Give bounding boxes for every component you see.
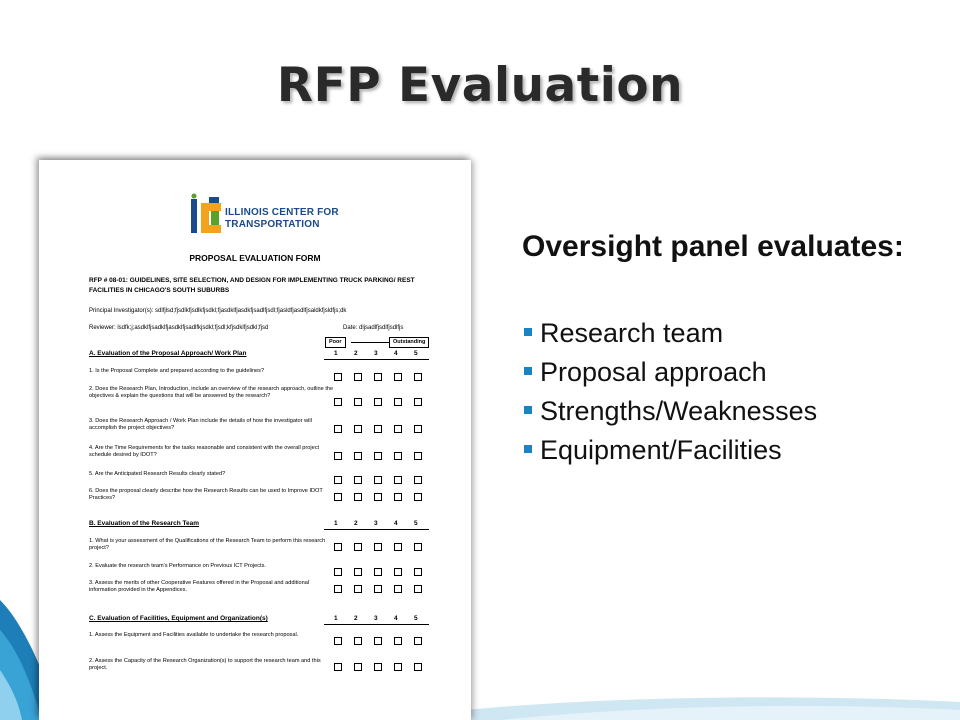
scale-number: 4 [394, 520, 398, 527]
rating-checkbox [394, 493, 402, 501]
form-title: PROPOSAL EVALUATION FORM [189, 253, 321, 263]
rating-checkbox [414, 476, 422, 484]
principal-investigator-line: Principal Investigator(s): sdlfjlsd;fjsdlkfjsdlkfjsdkl;fjasdklfjasdkfjsadlfjsdl;fjasldfjasdlfjsaldkfjsldfjs;dk [89, 308, 347, 314]
reviewer-line: Reviewer: lsdfk;j;asdklfjsadklfjasdklfjsadlfkjsdkl;fjsdl;kfjsdklfjsdkl;fjsd [89, 325, 269, 331]
date-line: Date: dljsadlfjsdlfjsdlfjs [343, 325, 404, 331]
rating-checkbox [414, 398, 422, 406]
section-c-rule [324, 624, 429, 625]
rating-checkbox [414, 425, 422, 433]
section-b-scale-numbers [334, 520, 434, 527]
rating-boxes-b3 [334, 580, 434, 598]
question-b2: 2. Evaluate the research team's Performance on Previous ICT Projects. [89, 563, 266, 569]
rating-checkbox [354, 585, 362, 593]
question-a3: 3. Does the Research Approach / Work Plan include the details of how the investigator will accomplish the project objectives? [89, 418, 312, 432]
rating-checkbox [414, 663, 422, 671]
rating-boxes-b1 [334, 538, 434, 556]
rating-checkbox [374, 476, 382, 484]
rating-checkbox [354, 425, 362, 433]
rating-checkbox [334, 493, 342, 501]
scale-number: 5 [414, 350, 418, 357]
proposal-evaluation-form-image [39, 160, 471, 720]
bullet-item [522, 392, 817, 431]
scale-poor-label: Poor [325, 337, 346, 348]
rating-checkbox [334, 663, 342, 671]
rating-boxes-a2 [334, 393, 434, 411]
section-a-rule [324, 359, 429, 360]
rating-checkbox [394, 663, 402, 671]
question-a5: 5. Are the Anticipated Research Results clearly stated? [89, 471, 226, 477]
question-c1: 1. Assess the Equipment and Facilities available to undertake the research proposal. [89, 632, 299, 638]
rating-checkbox [394, 543, 402, 551]
rating-checkbox [374, 637, 382, 645]
rating-boxes-c2 [334, 658, 434, 676]
rating-boxes-b2 [334, 563, 434, 581]
panel-heading: Oversight panel evaluates: [522, 230, 904, 263]
rating-checkbox [354, 398, 362, 406]
rating-checkbox [374, 543, 382, 551]
scale-number: 3 [374, 520, 378, 527]
section-a-heading: A. Evaluation of the Proposal Approach/ Work Plan [89, 350, 247, 357]
bullet-list [522, 314, 817, 470]
rating-checkbox [334, 452, 342, 460]
square-bullet-icon [524, 406, 532, 414]
rating-checkbox [414, 543, 422, 551]
rating-checkbox [374, 373, 382, 381]
rating-boxes-a4 [334, 447, 434, 465]
scale-number: 4 [394, 615, 398, 622]
scale-number: 5 [414, 615, 418, 622]
rating-checkbox [354, 568, 362, 576]
scale-number: 5 [414, 520, 418, 527]
rating-checkbox [394, 398, 402, 406]
rating-checkbox [374, 398, 382, 406]
rating-checkbox [354, 493, 362, 501]
question-b3: 3. Assess the merits of other Cooperative Features offered in the Proposal and additional information provided in the Appendices. [89, 580, 310, 594]
bullet-label: Research team [540, 318, 724, 348]
rating-checkbox [394, 568, 402, 576]
question-a4: 4. Are the Time Requirements for the tasks reasonable and consistent with the overall project schedule desired by IDOT? [89, 445, 320, 459]
bullet-label: Proposal approach [540, 357, 767, 387]
section-b-heading: B. Evaluation of the Research Team [89, 520, 200, 527]
question-c2: 2. Assess the Capacity of the Research Organization(s) to support the research team and this project. [89, 658, 321, 672]
question-a1: 1. Is the Proposal Complete and prepared according to the guidelines? [89, 368, 265, 374]
rfp-description: RFP # 08-01: GUIDELINES, SITE SELECTION, AND DESIGN FOR IMPLEMENTING TRUCK PARKING/ REST FACILITIES IN CHICAGO'S SOUTH SUBURBS [89, 277, 415, 294]
logo-text-line2: TRANSPORTATION [225, 219, 320, 230]
rating-boxes-a5 [334, 471, 434, 489]
logo-text-line1: ILLINOIS CENTER FOR [225, 207, 339, 218]
rating-checkbox [374, 568, 382, 576]
rating-checkbox [394, 452, 402, 460]
rating-checkbox [354, 373, 362, 381]
rating-checkbox [334, 373, 342, 381]
section-b-rule [324, 529, 429, 530]
bullet-item [522, 353, 817, 392]
rating-checkbox [374, 663, 382, 671]
rating-boxes-a3 [334, 420, 434, 438]
ict-logo [189, 193, 339, 241]
rating-checkbox [334, 476, 342, 484]
bullet-item [522, 314, 817, 353]
slide-title: RFP Evaluation [276, 58, 684, 113]
scale-arrow [351, 342, 389, 343]
rating-checkbox [394, 373, 402, 381]
rating-checkbox [374, 452, 382, 460]
square-bullet-icon [524, 445, 532, 453]
rating-checkbox [394, 637, 402, 645]
scale-number: 1 [334, 350, 338, 357]
scale-number: 3 [374, 350, 378, 357]
bullet-item [522, 431, 817, 470]
rating-boxes-c1 [334, 632, 434, 650]
rating-checkbox [414, 493, 422, 501]
rating-checkbox [334, 425, 342, 433]
rating-checkbox [334, 637, 342, 645]
rating-checkbox [394, 585, 402, 593]
rating-checkbox [394, 476, 402, 484]
scale-number: 1 [334, 520, 338, 527]
scale-number: 2 [354, 350, 358, 357]
rating-checkbox [334, 398, 342, 406]
bullet-label: Strengths/Weaknesses [540, 396, 818, 426]
rating-checkbox [414, 637, 422, 645]
rating-checkbox [414, 373, 422, 381]
rating-checkbox [334, 543, 342, 551]
rating-checkbox [414, 568, 422, 576]
rating-checkbox [414, 452, 422, 460]
rating-checkbox [334, 568, 342, 576]
rating-boxes-a6 [334, 488, 434, 506]
rating-checkbox [414, 585, 422, 593]
rating-checkbox [354, 637, 362, 645]
rating-checkbox [354, 476, 362, 484]
square-bullet-icon [524, 328, 532, 336]
bullet-label: Equipment/Facilities [540, 435, 782, 465]
rating-checkbox [374, 493, 382, 501]
rating-boxes-a1 [334, 368, 434, 386]
section-c-scale-numbers [334, 615, 434, 622]
scale-number: 4 [394, 350, 398, 357]
rating-checkbox [354, 452, 362, 460]
rating-checkbox [334, 585, 342, 593]
question-b1: 1. What is your assessment of the Qualifications of the Research Team to perform this research project? [89, 538, 326, 552]
scale-number: 3 [374, 615, 378, 622]
scale-number: 2 [354, 520, 358, 527]
section-c-heading: C. Evaluation of Facilities, Equipment and Organization(s) [89, 615, 268, 622]
rating-checkbox [354, 663, 362, 671]
question-a2: 2. Does the Research Plan, Introduction, include an overview of the research approach, outline the objectives & explain the questions that will be answered by the research? [89, 386, 334, 400]
scale-outstanding-label: Outstanding [389, 337, 429, 348]
rating-checkbox [354, 543, 362, 551]
ict-logo-icon [189, 193, 225, 241]
scale-number: 1 [334, 615, 338, 622]
scale-number: 2 [354, 615, 358, 622]
square-bullet-icon [524, 367, 532, 375]
rating-checkbox [394, 425, 402, 433]
question-a6: 6. Does the proposal clearly describe how the Research Results can be used to Improve IDOT Practices? [89, 488, 323, 502]
rating-checkbox [374, 425, 382, 433]
section-a-scale-numbers [334, 350, 434, 357]
rating-checkbox [374, 585, 382, 593]
